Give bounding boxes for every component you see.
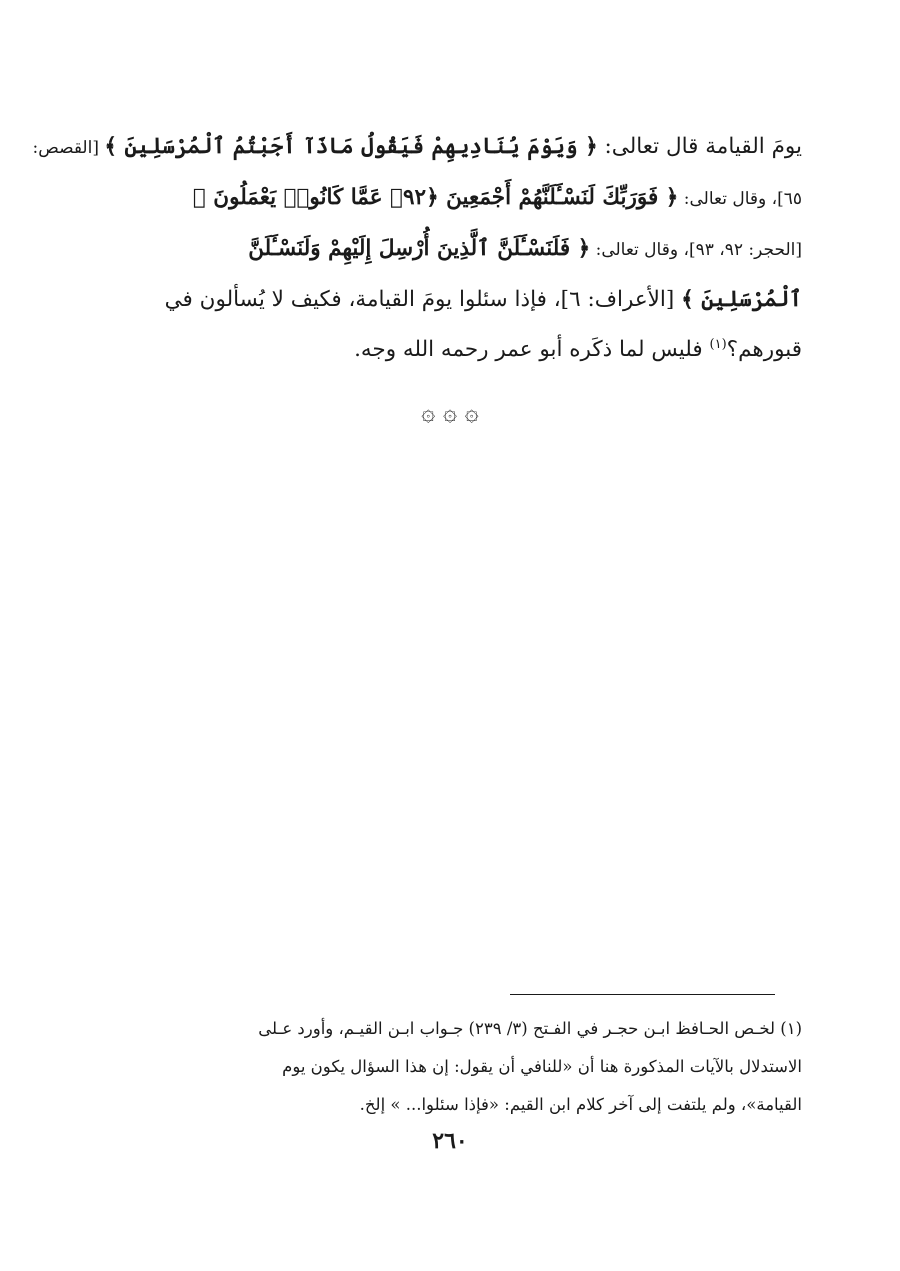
text-run: فليس لما ذكَره أبو عمر رحمه الله وجه.: [354, 337, 710, 362]
footnote-line-3: القيامة»، ولم يلتفت إلى آخر كلام ابن القيم: «فإذا سئلوا... » إلخ.: [359, 1095, 802, 1114]
quran-verse: ﴿ فَوَرَبِّكَ لَنَسْـَٔلَنَّهُمْ أَجْمَعِينَ ﴿٩٢﴾ عَمَّا كَانُوا۟ يَعْمَلُونَ ﴾: [192, 185, 679, 210]
text-line-3: [112, 224, 802, 275]
text-run: يومَ القيامة قال تعالى:: [597, 134, 802, 159]
page-number: ٢٦٠: [432, 1128, 468, 1154]
footnote-line-1: (١) لخـص الحـافظ ابـن حجـر في الفـتح (٣/ ٢٣٩) جـواب ابـن القيـم، وأورد عـلى: [258, 1019, 802, 1038]
quran-verse: ﴿ فَلَنَسْـَٔلَنَّ ٱلَّذِينَ أُرْسِلَ إِلَيْهِمْ وَلَنَسْـَٔلَنَّ: [248, 236, 591, 261]
quran-verse: ﴿ وَيَوْمَ يُنَادِيهِمْ فَيَقُولُ مَاذَآ أَجَبْتُمُ ٱلْمُرْسَلِينَ ﴾: [104, 134, 598, 159]
verse-reference: [الحجر: ٩٢، ٩٣]، وقال تعالى:: [590, 240, 802, 260]
text-run: [الأعراف: ٦]، فإذا سئلوا يومَ القيامة، فكيف لا يُسألون في: [164, 287, 682, 312]
section-divider-ornaments: ۞ ۞ ۞: [421, 398, 479, 426]
text-line-4: [112, 275, 802, 325]
footnote-separator: [510, 994, 775, 995]
text-run: قبورهم؟: [726, 337, 802, 362]
text-line-2: [112, 173, 802, 224]
verse-reference: ٦٥]، وقال تعالى:: [678, 189, 802, 209]
text-line-1: [32, 122, 802, 173]
verse-reference: [القصص:: [32, 138, 105, 158]
footnote-line-2: الاستدلال بالآيات المذكورة هنا أن «للنافي أن يقول: إن هذا السؤال يكون يوم: [282, 1057, 802, 1076]
footnotes: [112, 1010, 802, 1124]
footnote-marker[interactable]: (١): [709, 336, 727, 352]
quran-verse: ٱلْمُرْسَلِينَ ﴾: [681, 287, 802, 312]
text-line-5: [112, 325, 802, 375]
main-text: [32, 122, 802, 375]
